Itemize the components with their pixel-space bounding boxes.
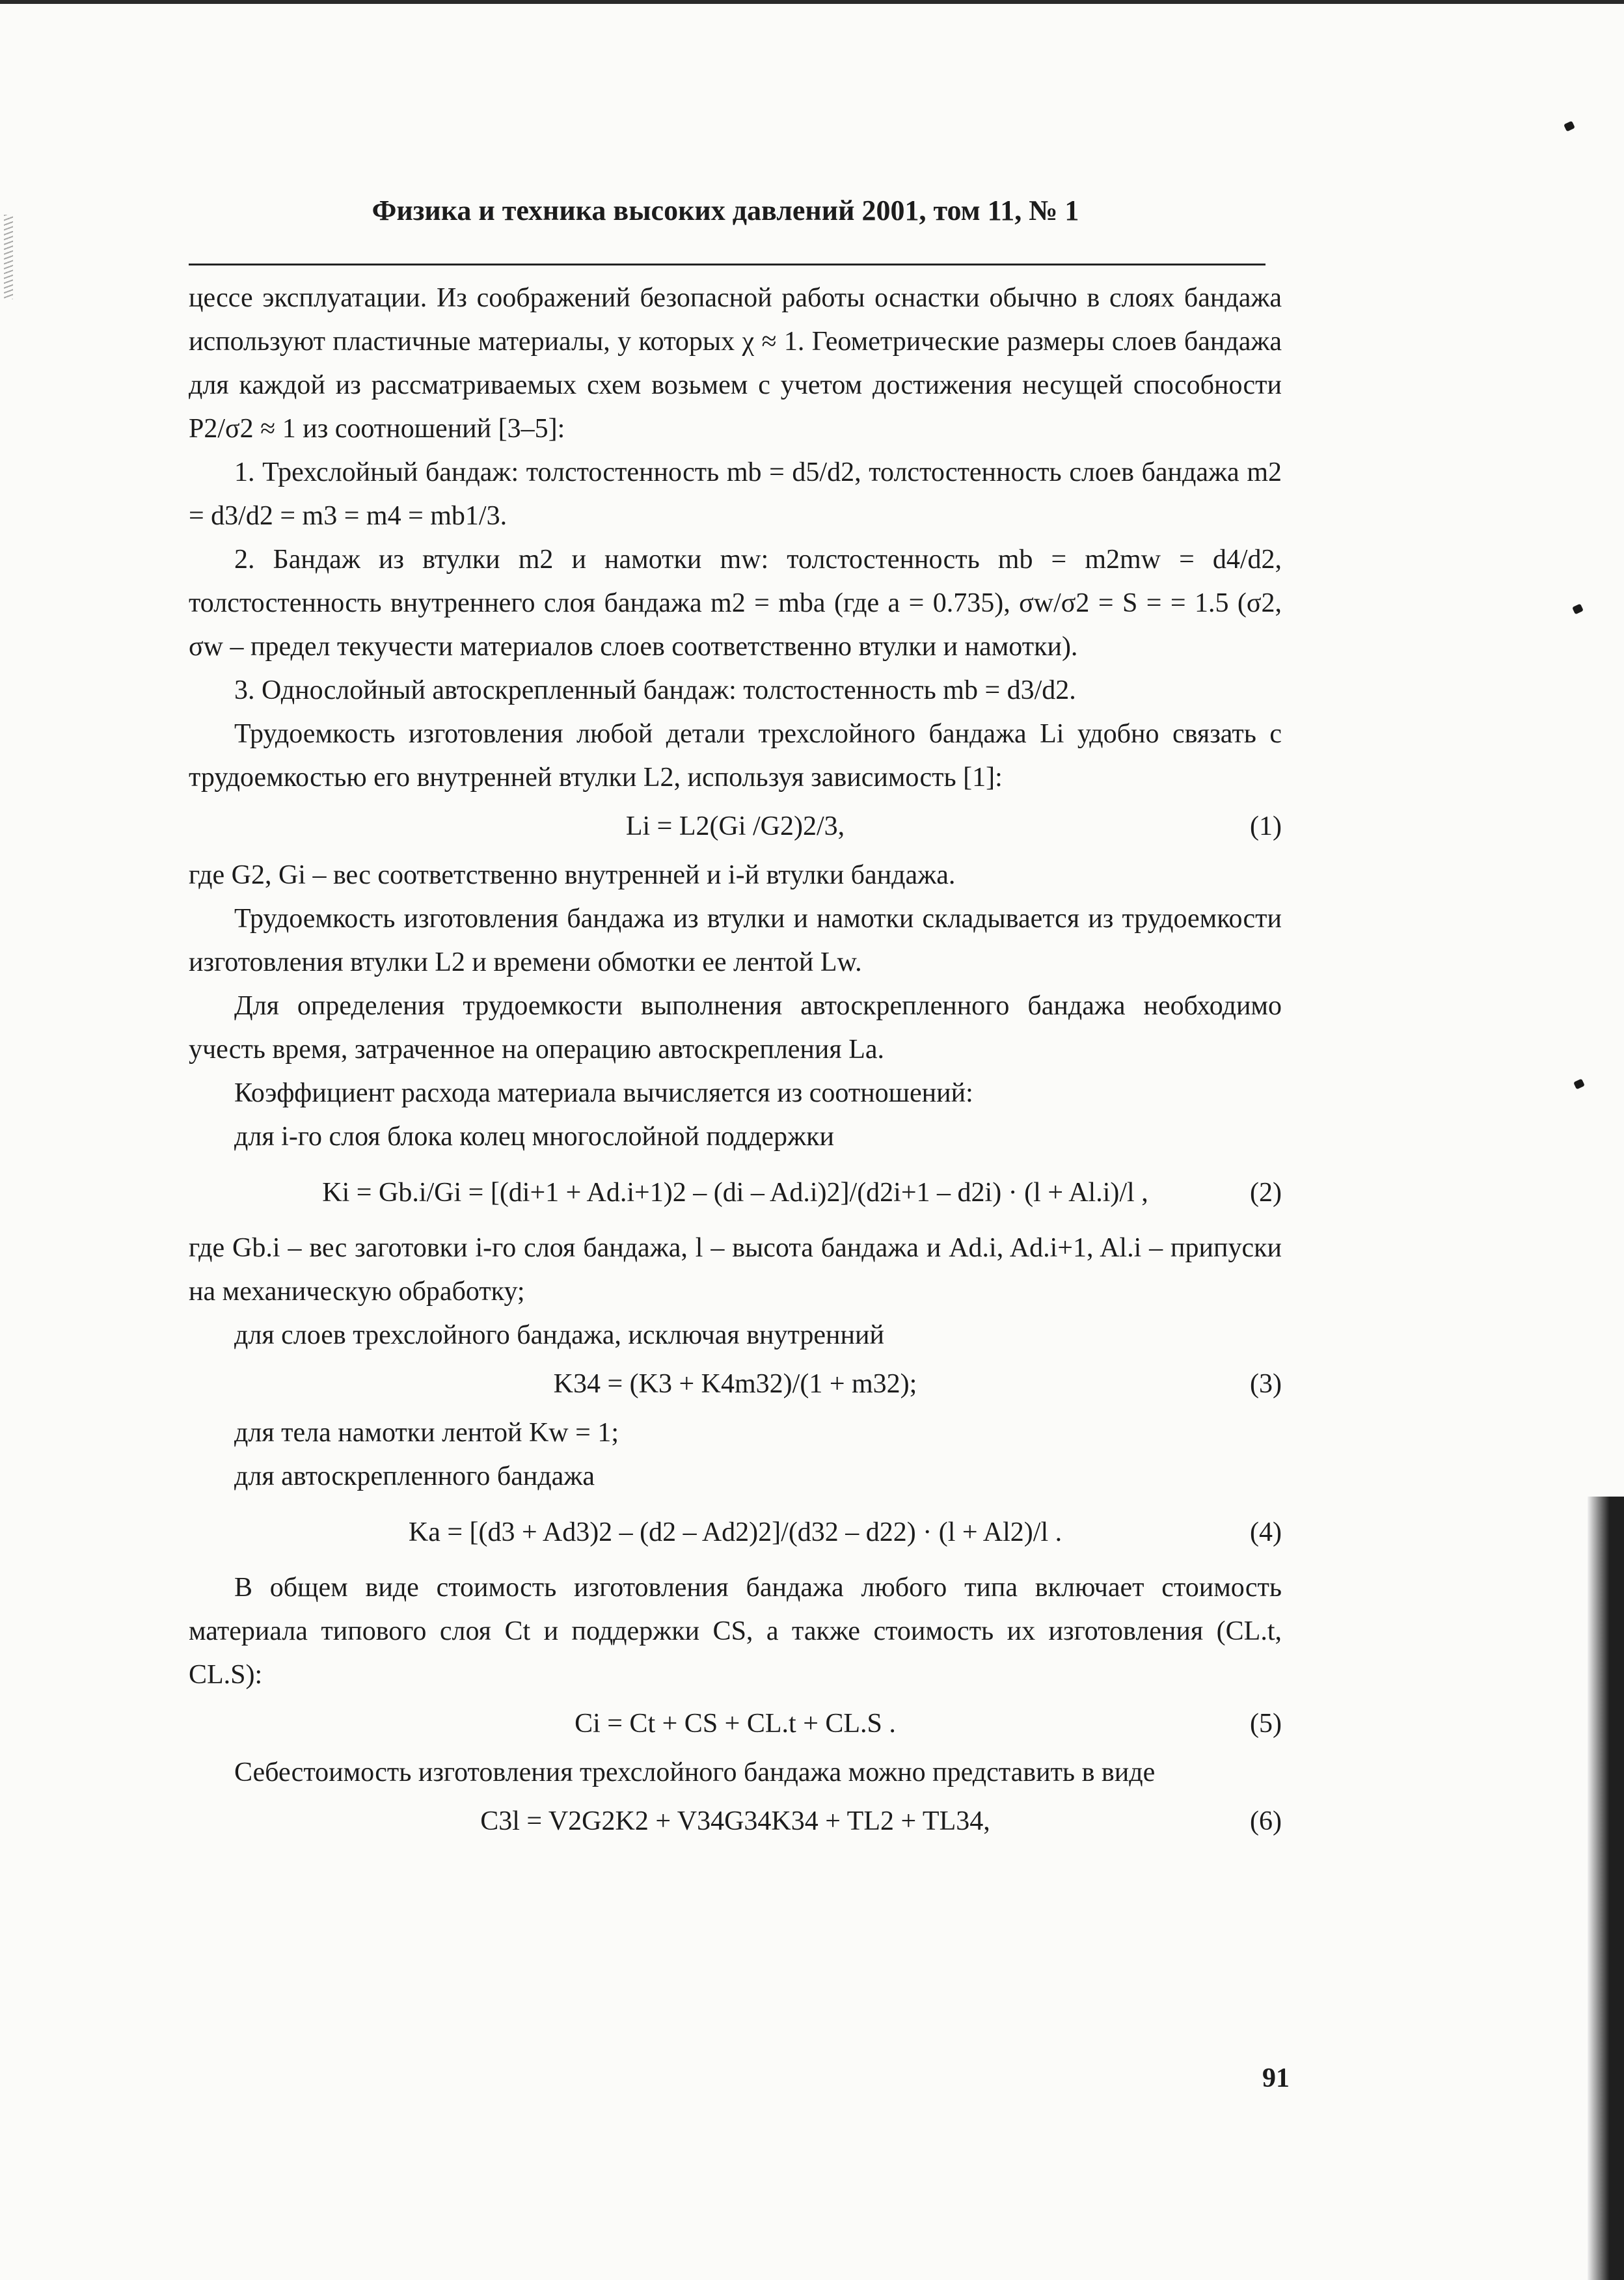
paragraph: Себестоимость изготовления трехслойного бандажа можно представить в виде (234, 1758, 1156, 1787)
list-item: 3. Однослойный автоскрепленный бандаж: толстостенность mb = d3/d2. (234, 675, 1076, 705)
equation-1-body: Li = L2(Gi /G2)2/3, (625, 811, 845, 841)
equation-4-body: Ka = [(d3 + Ad3)2 – (d2 – Ad2)2]/(d32 – d22) · (l + Al2)/l . (408, 1517, 1062, 1547)
paragraph: Трудоемкость изготовления любой детали трехслойного бандажа Li удобно связать с трудоемкостью его внутренней втулки L2, используя зависимость [1]: (189, 719, 1282, 793)
equation-3-body: K34 = (K3 + K4m32)/(1 + m32); (553, 1369, 917, 1399)
list-item: 2. Бандаж из втулки m2 и намотки mw: толстостенность mb = m2mw = d4/d2, толстостенность внутреннего слоя бандажа m2 = mba (где a = 0.735), σw/σ2 = S = = 1.5 (σ2, σw – предел текучести материалов слоев соответственно втулки и намотки). (189, 545, 1282, 662)
paragraph: для тела намотки лентой Kw = 1; (234, 1418, 619, 1448)
equation-5-body: Ci = Ct + CS + CL.t + CL.S . (575, 1709, 896, 1739)
paragraph: Для определения трудоемкости выполнения автоскрепленного бандажа необходимо учесть время, затраченное на операцию автоскрепления La. (189, 991, 1282, 1065)
paragraph: В общем виде стоимость изготовления бандажа любого типа включает стоимость материала типового слоя Ct и поддержки CS, а также стоимость их изготовления (CL.t, CL.S): (189, 1573, 1282, 1690)
equation-1-number: (1) (1250, 811, 1282, 841)
paragraph: Коэффициент расхода материала вычисляется из соотношений: (234, 1078, 973, 1108)
equation-5 (189, 1702, 1282, 1746)
equation-3-number: (3) (1250, 1369, 1282, 1399)
running-header: Физика и техника высоких давлений 2001, том 11, № 1 (372, 195, 1079, 226)
equation-4-number: (4) (1250, 1517, 1282, 1547)
equation-6 (189, 1800, 1282, 1843)
equation-2-number: (2) (1250, 1178, 1282, 1208)
equation-6-body: C3l = V2G2K2 + V34G34K34 + TL2 + TL34, (480, 1806, 990, 1836)
scan-mark (1572, 604, 1584, 615)
article-body (189, 277, 1282, 1849)
scan-shadow-right (1588, 1497, 1624, 2280)
paragraph: для автоскрепленного бандажа (234, 1461, 595, 1491)
scan-mark (1563, 121, 1575, 132)
equation-2-body: Ki = Gb.i/Gi = [(di+1 + Ad.i+1)2 – (di – Ad.i)2]/(d2i+1 – d2i) · (l + Al.i)/l , (322, 1178, 1148, 1208)
equation-2 (189, 1173, 1282, 1212)
paragraph: Трудоемкость изготовления бандажа из втулки и намотки складывается из трудоемкости изготовления втулки L2 и времени обмотки ее лентой Lw. (189, 904, 1282, 977)
equation-4 (189, 1513, 1282, 1552)
paragraph: для слоев трехслойного бандажа, исключая внутренний (234, 1320, 884, 1350)
paragraph: для i-го слоя блока колец многослойной поддержки (234, 1122, 834, 1152)
paragraph: цессе эксплуатации. Из соображений безопасной работы оснастки обычно в слоях бандажа используют пластичные материалы, у которых χ ≈ 1. Геометрические размеры слоев бандажа для каждой из рассматриваемых схем возьмем с учетом достижения несущей способности P2/σ2 ≈ 1 из соотношений [3–5]: (189, 283, 1282, 444)
equation-1 (189, 805, 1282, 848)
equation-6-number: (6) (1250, 1806, 1282, 1836)
paragraph: где G2, Gi – вес соответственно внутренней и i-й втулки бандажа. (189, 860, 956, 890)
list-item: 1. Трехслойный бандаж: толстостенность mb = d5/d2, толстостенность слоев бандажа m2 = d3/d2 = m3 = m4 = mb1/3. (189, 457, 1282, 531)
page-number: 91 (1262, 2063, 1290, 2093)
paragraph: где Gb.i – вес заготовки i-го слоя бандажа, l – высота бандажа и Ad.i, Ad.i+1, Al.i – припуски на механическую обработку; (189, 1233, 1282, 1307)
scan-edge-top (0, 0, 1624, 4)
scan-mark (1573, 1079, 1585, 1090)
equation-3 (189, 1363, 1282, 1406)
equation-5-number: (5) (1250, 1709, 1282, 1739)
header-rule (189, 264, 1265, 265)
scan-smudge (4, 215, 13, 299)
